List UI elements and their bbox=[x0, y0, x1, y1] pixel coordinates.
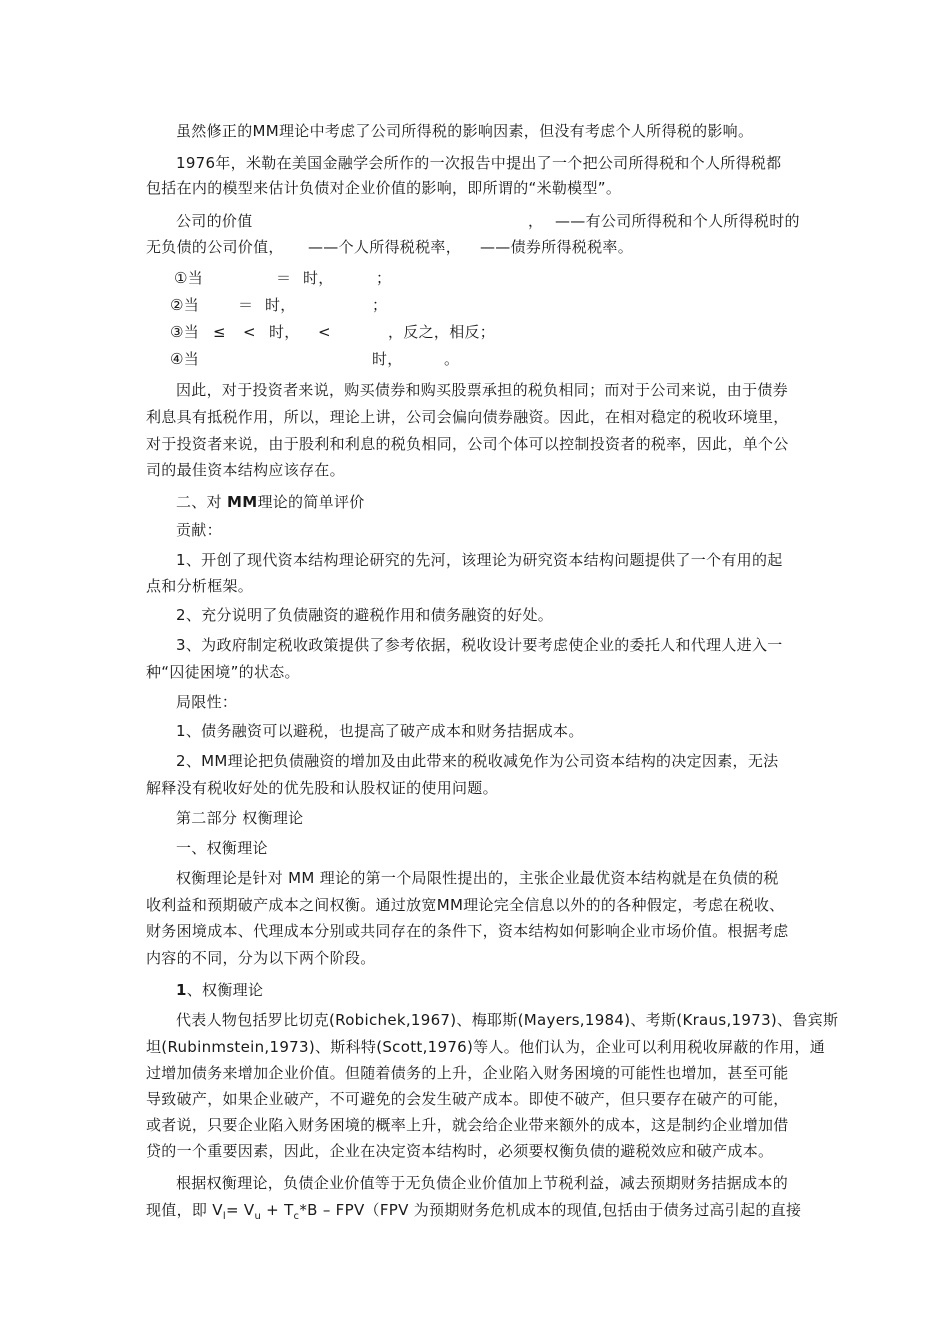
text-fragment: 时， bbox=[372, 350, 403, 368]
text-fragment: ——债券所得税税率。 bbox=[480, 238, 634, 256]
text-fragment: ； bbox=[376, 269, 392, 287]
section-heading: 一、权衡理论 bbox=[176, 839, 268, 857]
text-line: 解释没有税收好处的优先股和认股权证的使用问题。 bbox=[146, 779, 498, 797]
sub-heading: 贡献： bbox=[176, 521, 222, 539]
text-line: 包括在内的模型来估计负债对企业价值的影响，即所谓的“米勒模型”。 bbox=[146, 179, 622, 197]
text-fragment: ， bbox=[528, 212, 544, 230]
text-fragment: 时， bbox=[265, 296, 296, 314]
text-fragment: 时， bbox=[269, 323, 300, 341]
text-fragment: ＝ bbox=[276, 269, 292, 287]
text-line: 权衡理论是针对 MM 理论的第一个局限性提出的，主张企业最优资本结构就是在负债的税 bbox=[176, 869, 779, 887]
text-fragment: 。 bbox=[444, 350, 460, 368]
text-fragment: ≤ bbox=[213, 323, 226, 341]
text-line: 1、债务融资可以避税，也提高了破产成本和财务拮据成本。 bbox=[176, 722, 584, 740]
text-line: 或者说，只要企业陷入财务困境的概率上升，就会给企业带来额外的成本，这是制约企业增加借 bbox=[146, 1116, 789, 1134]
text-fragment: 时， bbox=[303, 269, 334, 287]
text-line: 导致破产，如果企业破产，不可避免的会发生破产成本。即使不破产，但只要存在破产的可能， bbox=[146, 1090, 789, 1108]
text-line: 代表人物包括罗比切克(Robichek,1967)、梅耶斯(Mayers,1984)、考斯(Kraus,1973)、鲁宾斯 bbox=[176, 1011, 839, 1029]
part-heading: 第二部分 权衡理论 bbox=[176, 809, 304, 827]
condition-4: ④当 bbox=[170, 350, 200, 368]
text-line: 虽然修正的MM理论中考虑了公司所得税的影响因素，但没有考虑个人所得税的影响。 bbox=[176, 122, 754, 140]
text-line: 对于投资者来说，由于股利和利息的税负相同，公司个体可以控制投资者的税率，因此，单个公 bbox=[146, 435, 789, 453]
text-line: 利息具有抵税作用，所以，理论上讲，公司会偏向债券融资。因此，在相对稳定的税收环境里， bbox=[146, 408, 789, 426]
text-line: 根据权衡理论，负债企业价值等于无负债企业价值加上节税利益，减去预期财务拮据成本的 bbox=[176, 1174, 789, 1192]
condition-2: ②当 bbox=[170, 296, 200, 314]
text-line: 无负债的公司价值， bbox=[146, 238, 284, 256]
text-fragment: < bbox=[243, 323, 256, 341]
text-line: 3、为政府制定税收政策提供了参考依据，税收设计要考虑使企业的委托人和代理人进入一 bbox=[176, 636, 783, 654]
condition-3: ③当 bbox=[170, 323, 200, 341]
text-fragment: ； bbox=[372, 296, 388, 314]
text-line: 因此，对于投资者来说，购买债券和购买股票承担的税负相同；而对于公司来说，由于债券 bbox=[176, 381, 789, 399]
text-line: 财务困境成本、代理成本分别或共同存在的条件下，资本结构如何影响企业市场价值。根据考虑 bbox=[146, 922, 789, 940]
text-fragment: < bbox=[318, 323, 331, 341]
text-line: 贷的一个重要因素，因此，企业在决定资本结构时，必须要权衡负债的避税效应和破产成本。 bbox=[146, 1142, 774, 1160]
text-line: 2、MM理论把负债融资的增加及由此带来的税收减免作为公司资本结构的决定因素，无法 bbox=[176, 752, 779, 770]
text-line: 1、开创了现代资本结构理论研究的先河，该理论为研究资本结构问题提供了一个有用的起 bbox=[176, 551, 783, 569]
condition-1: ①当 bbox=[174, 269, 204, 287]
text-line: 收利益和预期破产成本之间权衡。通过放宽MM理论完全信息以外的的各种假定，考虑在税收、 bbox=[146, 896, 785, 914]
text-line: 2、充分说明了负债融资的避税作用和债务融资的好处。 bbox=[176, 606, 554, 624]
text-line: 司的最佳资本结构应该存在。 bbox=[146, 461, 345, 479]
formula-line: 现值，即 $V_l= V_u + T_c*B - FPV(FPV$ 为预期财务危机成本的现值,包括由于债务过高引起的直接 bbox=[146, 1201, 802, 1222]
sub-heading: 1、权衡理论 bbox=[176, 981, 264, 999]
text-fragment: ——个人所得税税率， bbox=[308, 238, 462, 256]
text-fragment: ，反之，相反； bbox=[388, 323, 496, 341]
text-line: 坦(Rubinmstein,1973)、斯科特(Scott,1976)等人。他们认为，企业可以利用税收屏蔽的作用，通 bbox=[146, 1038, 826, 1056]
text-fragment: ——有公司所得税和个人所得税时的 bbox=[555, 212, 800, 230]
section-heading: 二、对 MM理论的简单评价 bbox=[176, 493, 365, 511]
text-line: 种“囚徒困境”的状态。 bbox=[146, 663, 300, 681]
text-line: 1976年，米勒在美国金融学会所作的一次报告中提出了一个把公司所得税和个人所得税都 bbox=[176, 154, 782, 172]
text-line: 内容的不同，分为以下两个阶段。 bbox=[146, 949, 376, 967]
text-line: 点和分析框架。 bbox=[146, 577, 254, 595]
text-line: 过增加债务来增加企业价值。但随着债务的上升，企业陷入财务困境的可能性也增加，甚至可能 bbox=[146, 1064, 789, 1082]
text-line: 公司的价值 bbox=[176, 212, 253, 230]
text-fragment: ＝ bbox=[238, 296, 254, 314]
sub-heading: 局限性： bbox=[176, 693, 238, 711]
